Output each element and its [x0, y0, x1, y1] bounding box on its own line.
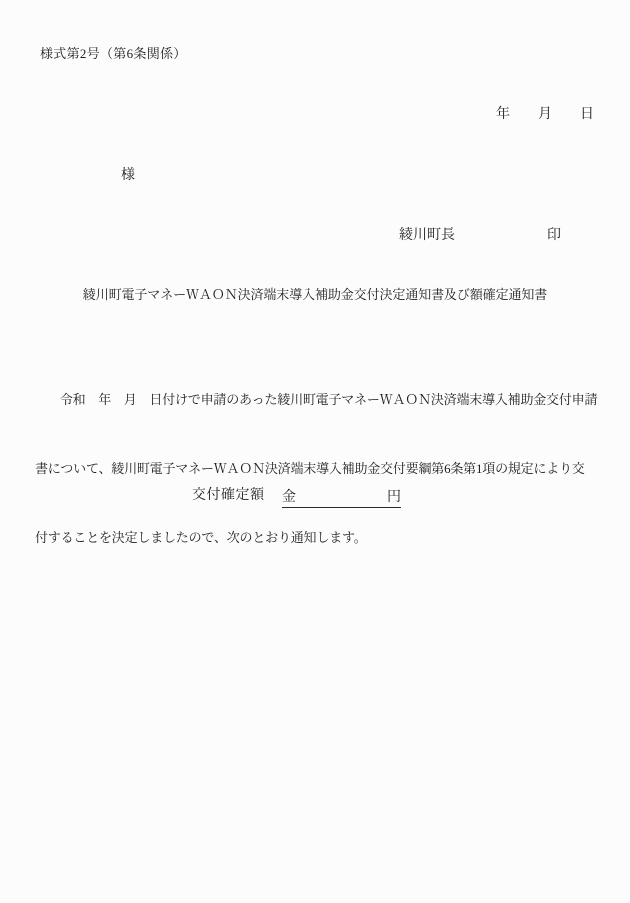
amount-unit: 円: [387, 490, 401, 505]
body-line-2: 書について、綾川町電子マネーＷＡＯＮ決済端末導入補助金交付要綱第6条第1項の規定により交: [35, 461, 585, 476]
addressee-honorific: 様: [121, 168, 135, 183]
amount-currency-prefix: 金: [282, 490, 296, 505]
body-line-1: 令和 年 月 日付けで申請のあった綾川町電子マネーＷＡＯＮ決済端末導入補助金交付申請: [47, 392, 598, 407]
document-title: 綾川町電子マネーＷＡＯＮ決済端末導入補助金交付決定通知書及び額確定通知書: [82, 287, 548, 302]
issuer-name: 綾川町長: [399, 228, 455, 243]
body-paragraph: [35, 342, 600, 595]
amount-label: 交付確定額: [192, 488, 265, 503]
seal-mark: 印: [547, 228, 561, 243]
amount-underline-field: [282, 486, 401, 508]
date-line: 年 月 日: [496, 107, 594, 122]
form-number: 様式第2号（第6条関係）: [40, 46, 187, 61]
body-line-3: 付することを決定しましたので、次のとおり通知します。: [35, 530, 367, 545]
